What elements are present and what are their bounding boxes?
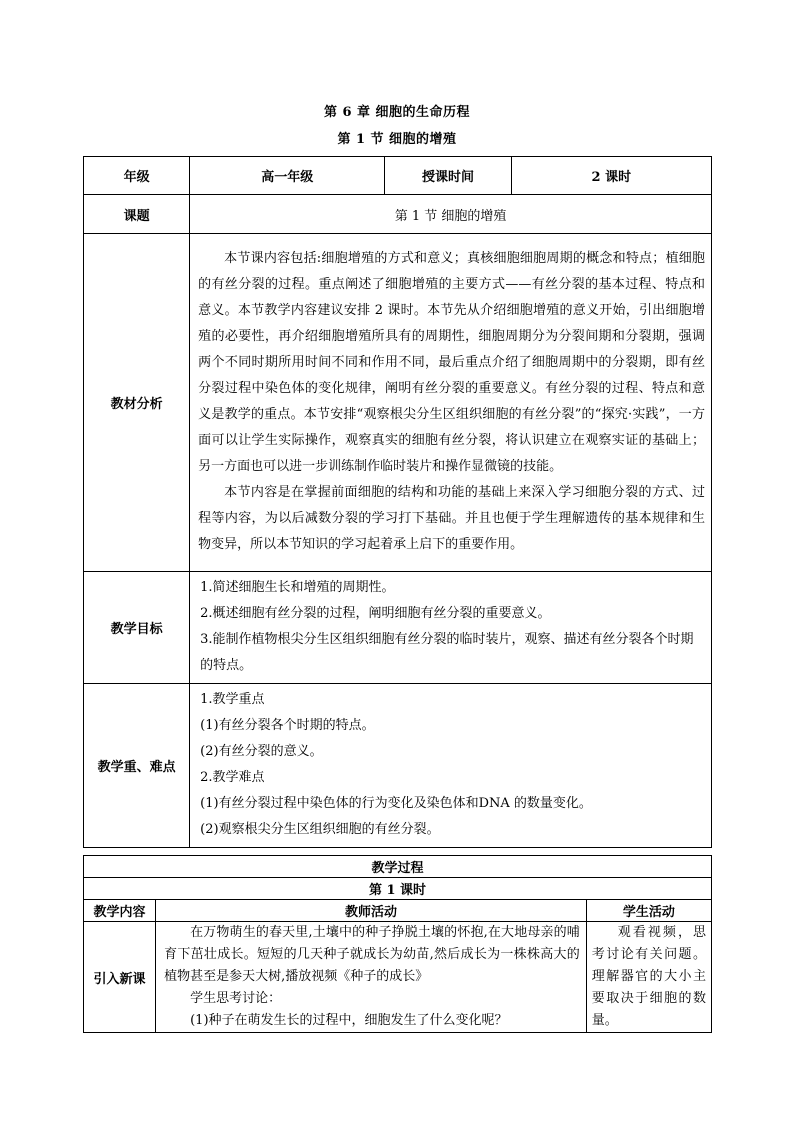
lesson-info-table: [83, 156, 712, 848]
section-title: 第 1 节 细胞的增殖: [337, 132, 457, 147]
grade-label: 年级: [84, 157, 190, 195]
analysis-paragraph: 本节课内容包括:细胞增殖的方式和意义；真核细胞细胞周期的概念和特点；植细胞的有丝分裂的过程。重点阐述了细胞增殖的主要方式——有丝分裂的基本过程、特点和意义。本节教学内容建议安排 2 课时。本节先从介绍细胞增殖的意义开始，引出细胞增殖的必要性，再介绍细胞增殖所具有的周期性，细胞周期分为分裂间期和分裂期，强调两个不同时期所用时间不同和作用不同，最后重点介绍了细胞周期中的分裂期，即有丝分裂过程中染色体的变化规律，阐明有丝分裂的重要意义。有丝分裂的过程、特点和意义是教学的重点。本节安排“观察根尖分生区组织细胞的有丝分裂”的“探究·实践”，一方面可以让学生实际操作，观察真实的细胞有丝分裂，将认识建立在观察实证的基础上；另一方面也可以进一步训练制作临时装片和操作显微镜的技能。: [198, 251, 705, 474]
student-activity-text: 观看视频，思考讨论有关问题。理解器官的大小主要取决于细胞的数量。: [591, 925, 706, 1028]
teaching-process-table: [83, 855, 712, 1033]
lesson-label: 第 1 课时: [84, 878, 712, 900]
keypoint-item: 1.教学重点: [200, 692, 265, 707]
grade-value: 高一年级: [190, 157, 385, 195]
goal-item: 2.概述细胞有丝分裂的过程，阐明细胞有丝分裂的重要意义。: [200, 606, 551, 621]
keypoint-item: (1)有丝分裂各个时期的特点。: [200, 718, 375, 733]
lesson-row: [84, 878, 712, 900]
col-student-header: 学生活动: [586, 900, 711, 922]
goal-item: 3.能制作植物根尖分生区组织细胞有丝分裂的临时装片，观察、描述有丝分裂各个时期的特点。: [200, 632, 694, 673]
keypoint-item: (2)有丝分裂的意义。: [200, 744, 323, 759]
process-header-row: [84, 900, 712, 922]
col-content-header: 教学内容: [84, 900, 156, 922]
topic-value: 第 1 节 细胞的增殖: [190, 195, 712, 234]
teacher-activity-line: 学生思考讨论：: [190, 991, 282, 1006]
topic-label: 课题: [84, 195, 190, 234]
analysis-label: 教材分析: [84, 234, 190, 572]
topic-row: [84, 195, 712, 234]
keypoints-content: [190, 684, 712, 848]
keypoints-row: [84, 684, 712, 848]
intro-student-activity: [586, 922, 711, 1033]
keypoints-label: 教学重、难点: [84, 684, 190, 848]
intro-teacher-activity: [156, 922, 587, 1033]
teacher-activity-line: 在万物萌生的春天里,土壤中的种子挣脱土壤的怀抱,在大地母亲的哺育下茁壮成长。短短的几天种子就成长为幼苗,然后成长为一株株高大的植物甚至是参天大树,播放视频《种子的成长》: [164, 925, 580, 984]
goals-content: [190, 572, 712, 684]
teacher-activity-line: (1)种子在萌发生长的过程中，细胞发生了什么变化呢？: [190, 1013, 508, 1028]
analysis-row: [84, 234, 712, 572]
keypoint-item: 2.教学难点: [200, 770, 265, 785]
analysis-content: [190, 234, 712, 572]
keypoint-item: (1)有丝分裂过程中染色体的行为变化及染色体和DNA 的数量变化。: [200, 796, 592, 811]
process-title-row: [84, 856, 712, 878]
grade-row: [84, 157, 712, 195]
intro-label: 引入新课: [84, 922, 156, 1033]
analysis-paragraph: 本节内容是在掌握前面细胞的结构和功能的基础上来深入学习细胞分裂的方式、过程等内容，为以后减数分裂的学习打下基础。并且也便于学生理解遗传的基本规律和生物变异，所以本节知识的学习起着承上启下的重要作用。: [198, 485, 705, 552]
intro-row: [84, 922, 712, 1033]
chapter-title: 第 6 章 细胞的生命历程: [323, 105, 471, 120]
goals-label: 教学目标: [84, 572, 190, 684]
time-value: 2 课时: [511, 157, 711, 195]
goal-item: 1.简述细胞生长和增殖的周期性。: [200, 580, 395, 595]
col-teacher-header: 教师活动: [156, 900, 587, 922]
goals-row: [84, 572, 712, 684]
process-title: 教学过程: [84, 856, 712, 878]
time-label: 授课时间: [385, 157, 511, 195]
keypoint-item: (2)观察根尖分生区组织细胞的有丝分裂。: [200, 822, 440, 837]
